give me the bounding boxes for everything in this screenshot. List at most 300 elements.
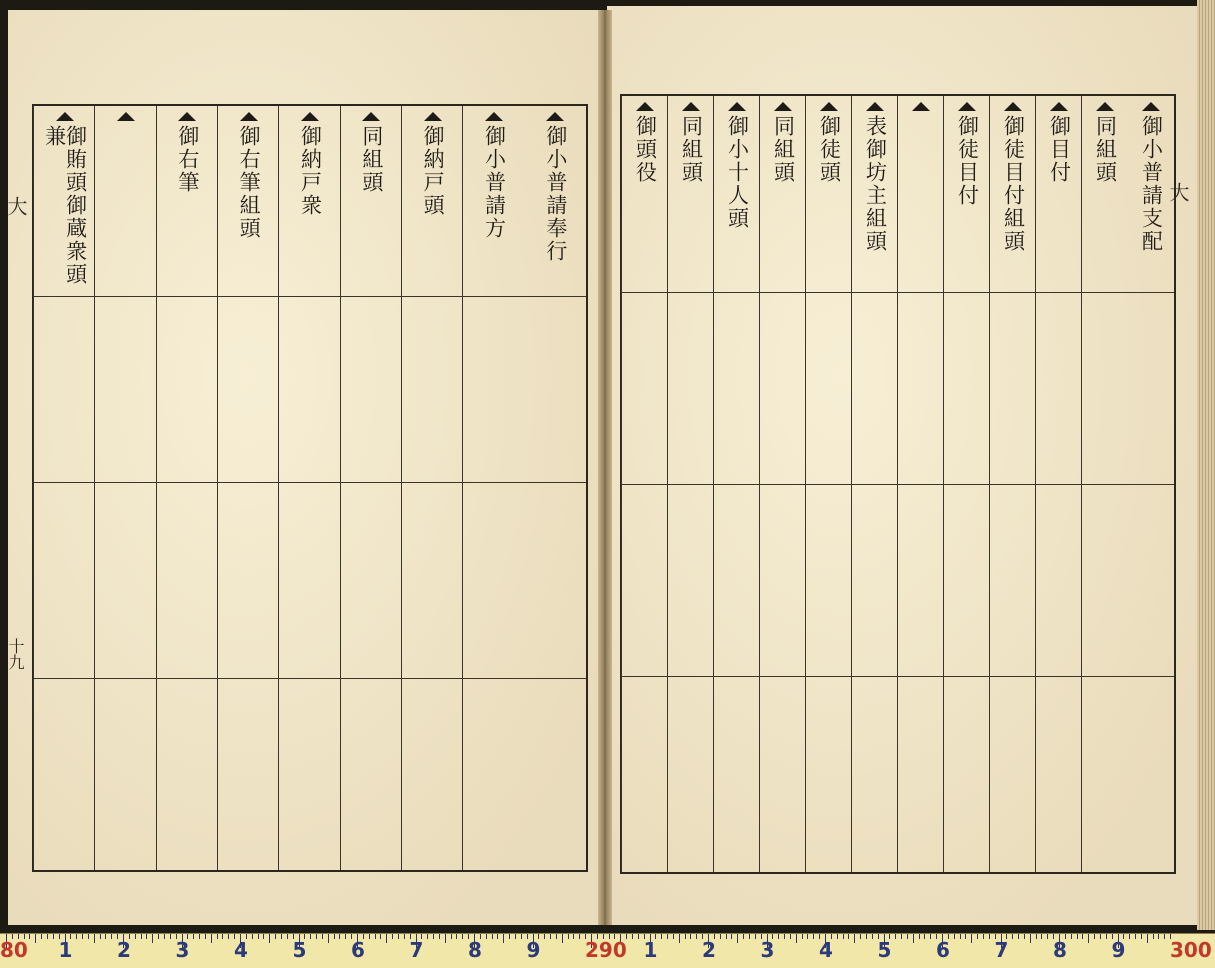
- left-folio-bottom: 十九: [6, 638, 25, 670]
- ruler-tick: [720, 934, 721, 939]
- ruler-tick: [673, 934, 674, 939]
- ruler-tick: [784, 934, 785, 939]
- ruler-tick: [404, 934, 405, 939]
- title-marker-icon: [546, 112, 564, 121]
- ruler-tick: [211, 934, 212, 943]
- register-column: [156, 106, 218, 870]
- ruler-label: 9: [1111, 938, 1126, 962]
- title-marker-icon: [774, 102, 792, 111]
- ruler-tick: [263, 934, 264, 939]
- ruler-tick: [971, 934, 972, 943]
- ruler-tick: [960, 934, 961, 939]
- ruler-tick: [141, 934, 142, 939]
- office-title: 御右筆組頭: [237, 125, 262, 240]
- office-title: 表御坊主組頭: [863, 115, 888, 253]
- official-name-cell: [34, 682, 95, 868]
- ruler-tick: [1164, 934, 1165, 939]
- official-name-cell: [95, 300, 156, 480]
- ruler-label: 5: [292, 938, 307, 962]
- title-marker-icon: [912, 102, 930, 111]
- ruler-tick: [316, 934, 317, 939]
- ruler-tick: [1135, 934, 1136, 939]
- official-name-cell: [622, 296, 668, 482]
- office-title-cell: [157, 112, 218, 294]
- ruler-tick: [1036, 934, 1037, 939]
- title-marker-icon: [117, 112, 135, 121]
- office-title-cell: [218, 112, 279, 294]
- ruler-tick: [509, 934, 510, 939]
- official-name-cell: [990, 680, 1036, 870]
- ruler-tick: [334, 934, 335, 939]
- ruler-tick: [205, 934, 206, 939]
- office-title: 御徒目付組頭: [1001, 115, 1026, 253]
- title-marker-icon: [424, 112, 442, 121]
- office-title: 御徒頭: [817, 115, 842, 184]
- ruler-tick: [632, 934, 633, 939]
- ruler-label: 6: [351, 938, 365, 962]
- official-name-cell: [622, 488, 668, 674]
- official-name-cell: [218, 682, 279, 868]
- office-title-cell: [34, 112, 95, 294]
- register-column: [278, 106, 340, 870]
- ruler-tick: [679, 934, 680, 943]
- official-name-cell: [402, 682, 463, 868]
- right-folio-top: 大: [1166, 182, 1190, 202]
- ruler-tick: [515, 934, 516, 939]
- ruler-tick: [989, 934, 990, 939]
- ruler-tick: [556, 934, 557, 939]
- ruler-tick: [954, 934, 955, 939]
- register-column: [713, 96, 760, 872]
- official-name-cell: [668, 296, 714, 482]
- ruler-tick: [275, 934, 276, 939]
- office-title-cell: [463, 112, 524, 294]
- office-title-cell: [95, 112, 156, 294]
- ruler-tick: [1041, 934, 1042, 939]
- official-name-cell: [1036, 296, 1082, 482]
- official-name-cell: [218, 486, 279, 676]
- ruler-tick: [193, 934, 194, 939]
- ruler-tick: [392, 934, 393, 939]
- ruler-tick: [807, 934, 808, 939]
- official-name-cell: [95, 682, 156, 868]
- title-marker-icon: [178, 112, 196, 121]
- ruler-tick: [433, 934, 434, 939]
- ruler-label: 1: [643, 938, 658, 962]
- ruler-label: 300: [1170, 938, 1212, 962]
- office-title-cell: [898, 102, 944, 290]
- official-name-cell: [944, 296, 990, 482]
- ruler-tick: [562, 934, 563, 943]
- official-name-cell: [279, 300, 340, 480]
- official-name-cell: [157, 300, 218, 480]
- page-edges: [1197, 0, 1215, 930]
- official-name-cell: [341, 300, 402, 480]
- ruler-tick: [427, 934, 428, 939]
- ruler-tick: [252, 934, 253, 939]
- ruler-tick: [1141, 934, 1142, 939]
- ruler-tick: [755, 934, 756, 939]
- ruler-tick: [158, 934, 159, 939]
- official-name-cell: [622, 680, 668, 870]
- title-marker-icon: [240, 112, 258, 121]
- ruler-tick: [135, 934, 136, 939]
- title-marker-icon: [682, 102, 700, 111]
- official-name-cell: [1082, 296, 1128, 482]
- ruler-label: 1: [58, 938, 73, 962]
- register-column: [989, 96, 1036, 872]
- ruler-tick: [164, 934, 165, 939]
- ruler-tick: [1082, 934, 1083, 939]
- official-name-cell: [1082, 680, 1128, 870]
- official-name-cell: [1082, 488, 1128, 674]
- register-column: [1081, 96, 1128, 872]
- office-title: 御賄頭御蔵衆頭兼: [42, 125, 88, 286]
- ruler-label: 2: [702, 938, 716, 962]
- ruler-tick: [661, 934, 662, 939]
- register-column: [759, 96, 806, 872]
- ruler-tick: [521, 934, 522, 939]
- official-name-cell: [402, 300, 463, 480]
- ruler-tick: [550, 934, 551, 939]
- office-title-cell: [760, 102, 806, 290]
- ruler-tick: [983, 934, 984, 939]
- official-name-cell: [1128, 488, 1174, 674]
- register-column: [851, 96, 898, 872]
- register-column: [525, 106, 586, 870]
- official-name-cell: [95, 486, 156, 676]
- ruler-tick: [88, 934, 89, 939]
- title-marker-icon: [485, 112, 503, 121]
- official-name-cell: [668, 680, 714, 870]
- office-title: 御小普請方: [482, 125, 507, 240]
- office-title-cell: [1082, 102, 1128, 290]
- official-name-cell: [463, 300, 524, 480]
- ruler-tick: [638, 934, 639, 939]
- ruler-tick: [1158, 934, 1159, 939]
- ruler-tick: [913, 934, 914, 943]
- ruler-label: 8: [1053, 938, 1067, 962]
- ruler-tick: [503, 934, 504, 943]
- ruler-tick: [1094, 934, 1095, 939]
- ruler-tick: [690, 934, 691, 939]
- official-name-cell: [157, 682, 218, 868]
- ruler-tick: [544, 934, 545, 939]
- ruler-tick: [1077, 934, 1078, 939]
- ruler-tick: [1047, 934, 1048, 939]
- ruler-label: 3: [760, 938, 775, 962]
- register-column: [1035, 96, 1082, 872]
- ruler-tick: [919, 934, 920, 939]
- office-title: 御頭役: [633, 115, 658, 184]
- ruler-tick: [53, 934, 54, 939]
- ruler-tick: [895, 934, 896, 939]
- register-column: [217, 106, 279, 870]
- official-name-cell: [806, 488, 852, 674]
- office-title: 同組頭: [359, 125, 384, 194]
- ruler-label: 8: [468, 938, 482, 962]
- ruler-tick: [228, 934, 229, 939]
- office-title-cell: [402, 112, 463, 294]
- ruler-label: 290: [585, 938, 627, 962]
- ruler-tick: [667, 934, 668, 939]
- ruler-tick: [854, 934, 855, 943]
- register-column: [462, 106, 524, 870]
- ruler-tick: [848, 934, 849, 939]
- official-name-cell: [525, 486, 586, 676]
- register-column: [33, 106, 95, 870]
- ruler-tick: [1129, 934, 1130, 939]
- ruler-tick: [456, 934, 457, 939]
- ruler-tick: [105, 934, 106, 939]
- ruler-tick: [111, 934, 112, 939]
- official-name-cell: [990, 488, 1036, 674]
- ruler-tick: [47, 934, 48, 939]
- ruler-label: 80: [0, 938, 28, 962]
- ruler-tick: [837, 934, 838, 939]
- ruler-tick: [731, 934, 732, 939]
- official-name-cell: [714, 680, 760, 870]
- official-name-cell: [341, 682, 402, 868]
- register-column: [943, 96, 990, 872]
- register-column: [401, 106, 463, 870]
- official-name-cell: [1128, 296, 1174, 482]
- ruler-tick: [749, 934, 750, 939]
- ruler-tick: [170, 934, 171, 939]
- title-marker-icon: [728, 102, 746, 111]
- official-name-cell: [1128, 680, 1174, 870]
- ruler-tick: [1106, 934, 1107, 939]
- ruler-tick: [35, 934, 36, 943]
- ruler-tick: [573, 934, 574, 939]
- title-marker-icon: [866, 102, 884, 111]
- office-title-cell: [852, 102, 898, 290]
- ruler-tick: [94, 934, 95, 943]
- register-column: [805, 96, 852, 872]
- ruler-tick: [486, 934, 487, 939]
- official-name-cell: [898, 296, 944, 482]
- ruler-tick: [726, 934, 727, 939]
- ruler-tick: [451, 934, 452, 939]
- title-marker-icon: [362, 112, 380, 121]
- ruler-tick: [965, 934, 966, 939]
- ruler-tick: [369, 934, 370, 939]
- official-name-cell: [525, 300, 586, 480]
- official-name-cell: [218, 300, 279, 480]
- office-title-cell: [668, 102, 714, 290]
- office-title: 同組頭: [771, 115, 796, 184]
- ruler-tick: [281, 934, 282, 939]
- official-name-cell: [898, 488, 944, 674]
- official-name-cell: [852, 488, 898, 674]
- ruler-tick: [1024, 934, 1025, 939]
- official-name-cell: [279, 486, 340, 676]
- official-name-cell: [157, 486, 218, 676]
- official-name-cell: [852, 296, 898, 482]
- ruler-tick: [445, 934, 446, 943]
- left-folio-top: 大: [4, 196, 28, 216]
- ruler-tick: [796, 934, 797, 943]
- title-marker-icon: [1050, 102, 1068, 111]
- title-marker-icon: [958, 102, 976, 111]
- register-column: [667, 96, 714, 872]
- ruler-tick: [802, 934, 803, 939]
- title-marker-icon: [1004, 102, 1022, 111]
- ruler-label: 3: [175, 938, 190, 962]
- official-name-cell: [990, 296, 1036, 482]
- ruler-tick: [398, 934, 399, 939]
- right-register-frame: [620, 94, 1176, 874]
- official-name-cell: [714, 488, 760, 674]
- ruler-tick: [1012, 934, 1013, 939]
- ruler-tick: [1153, 934, 1154, 939]
- office-title: 御右筆: [175, 125, 200, 194]
- ruler-tick: [860, 934, 861, 939]
- official-name-cell: [525, 682, 586, 868]
- ruler-label: 5: [877, 938, 892, 962]
- register-column: [621, 96, 668, 872]
- ruler-tick: [375, 934, 376, 939]
- office-title: 御目付: [1047, 115, 1072, 184]
- title-marker-icon: [301, 112, 319, 121]
- office-title: 御徒目付: [955, 115, 980, 207]
- title-marker-icon: [56, 112, 74, 121]
- official-name-cell: [279, 682, 340, 868]
- ruler-tick: [41, 934, 42, 939]
- ruler-tick: [386, 934, 387, 943]
- ruler-label: 4: [234, 938, 248, 962]
- official-name-cell: [668, 488, 714, 674]
- ruler-label: 7: [994, 938, 1009, 962]
- ruler-tick: [29, 934, 30, 939]
- title-marker-icon: [636, 102, 654, 111]
- official-name-cell: [944, 488, 990, 674]
- ruler-tick: [1088, 934, 1089, 943]
- ruler-tick: [152, 934, 153, 943]
- office-title-cell: [714, 102, 760, 290]
- register-column: [94, 106, 156, 870]
- ruler-tick: [579, 934, 580, 939]
- ruler-tick: [380, 934, 381, 939]
- ruler-tick: [743, 934, 744, 939]
- ruler-tick: [76, 934, 77, 939]
- official-name-cell: [806, 296, 852, 482]
- title-marker-icon: [1096, 102, 1114, 111]
- ruler-tick: [1100, 934, 1101, 939]
- ruler-label: 2: [117, 938, 131, 962]
- ruler-tick: [1018, 934, 1019, 939]
- official-name-cell: [34, 486, 95, 676]
- official-name-cell: [760, 680, 806, 870]
- ruler-tick: [82, 934, 83, 939]
- office-title-cell: [944, 102, 990, 290]
- register-column: [340, 106, 402, 870]
- ruler-tick: [866, 934, 867, 939]
- office-title-cell: [341, 112, 402, 294]
- ruler-tick: [1030, 934, 1031, 943]
- register-column: [897, 96, 944, 872]
- official-name-cell: [944, 680, 990, 870]
- ruler-tick: [790, 934, 791, 939]
- office-title: 御小十人頭: [725, 115, 750, 230]
- official-name-cell: [852, 680, 898, 870]
- office-title: 御納戸衆: [298, 125, 323, 217]
- official-name-cell: [402, 486, 463, 676]
- ruler-label: 6: [936, 938, 950, 962]
- office-title-cell: [622, 102, 668, 290]
- ruler-tick: [100, 934, 101, 939]
- ruler-tick: [685, 934, 686, 939]
- official-name-cell: [898, 680, 944, 870]
- book-gutter: [598, 10, 612, 925]
- official-name-cell: [760, 488, 806, 674]
- ruler-tick: [222, 934, 223, 939]
- office-title-cell: [990, 102, 1036, 290]
- ruler-tick: [345, 934, 346, 939]
- official-name-cell: [341, 486, 402, 676]
- official-name-cell: [34, 300, 95, 480]
- title-marker-icon: [1142, 102, 1160, 111]
- official-name-cell: [463, 486, 524, 676]
- ruler-tick: [146, 934, 147, 939]
- office-title-cell: [279, 112, 340, 294]
- ruler-tick: [497, 934, 498, 939]
- official-name-cell: [714, 296, 760, 482]
- ruler-tick: [568, 934, 569, 939]
- ruler-tick: [310, 934, 311, 939]
- ruler-tick: [778, 934, 779, 939]
- office-title: 同組頭: [1093, 115, 1118, 184]
- ruler-tick: [1071, 934, 1072, 939]
- ruler-tick: [930, 934, 931, 939]
- ruler-label: 9: [526, 938, 541, 962]
- office-title-cell: [806, 102, 852, 290]
- ruler-tick: [872, 934, 873, 939]
- official-name-cell: [1036, 680, 1082, 870]
- office-title-cell: [525, 112, 586, 294]
- office-title: 御納戸頭: [421, 125, 446, 217]
- ruler-tick: [462, 934, 463, 939]
- measurement-ruler: [0, 933, 1215, 968]
- office-title: 御小普請支配: [1139, 115, 1164, 253]
- ruler-tick: [439, 934, 440, 939]
- ruler-tick: [907, 934, 908, 939]
- office-title: 同組頭: [679, 115, 704, 184]
- office-title-cell: [1036, 102, 1082, 290]
- ruler-tick: [328, 934, 329, 943]
- ruler-tick: [901, 934, 902, 939]
- ruler-tick: [269, 934, 270, 943]
- official-name-cell: [806, 680, 852, 870]
- ruler-tick: [199, 934, 200, 939]
- ruler-tick: [977, 934, 978, 939]
- ruler-tick: [1147, 934, 1148, 943]
- ruler-tick: [339, 934, 340, 939]
- ruler-tick: [322, 934, 323, 939]
- ruler-label: 4: [819, 938, 833, 962]
- register-column: [1128, 96, 1174, 872]
- official-name-cell: [760, 296, 806, 482]
- ruler-tick: [843, 934, 844, 939]
- title-marker-icon: [820, 102, 838, 111]
- ruler-label: 7: [409, 938, 424, 962]
- ruler-tick: [696, 934, 697, 939]
- ruler-tick: [924, 934, 925, 939]
- official-name-cell: [1036, 488, 1082, 674]
- ruler-tick: [737, 934, 738, 943]
- office-title: 御小普請奉行: [543, 125, 568, 263]
- ruler-tick: [492, 934, 493, 939]
